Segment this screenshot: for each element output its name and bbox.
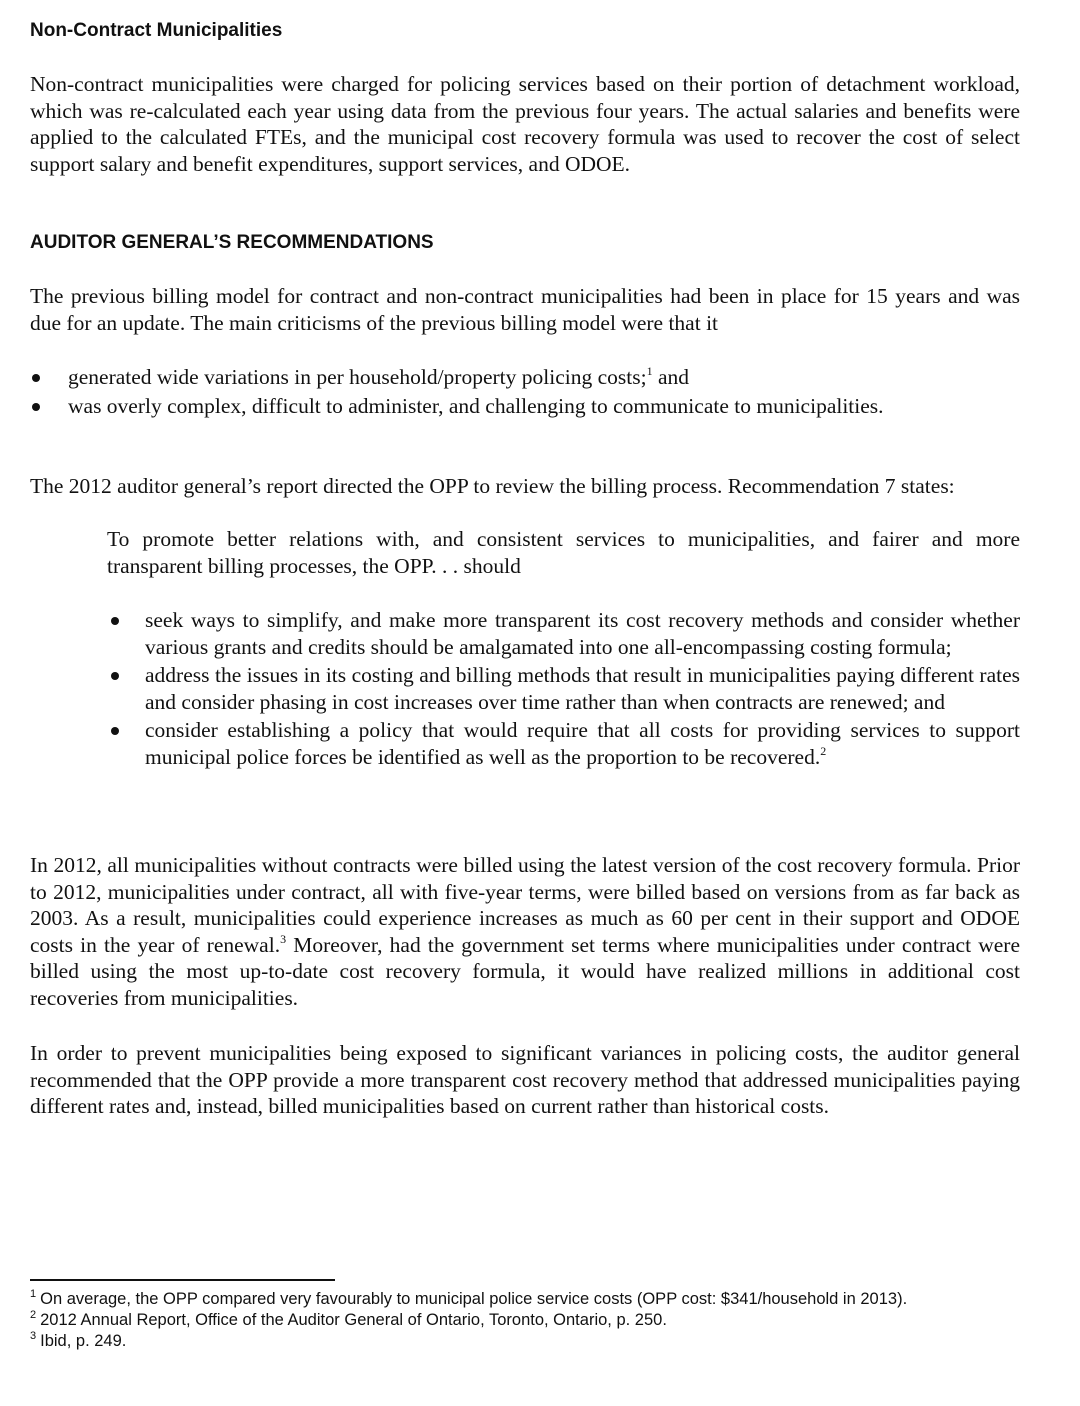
footnote-ref[interactable]: 3: [280, 931, 287, 946]
paragraph-final: In order to prevent municipalities being exposed to significant variances in policing costs, the auditor general recommended that the OPP provide a more transparent cost recovery method that addressed municipalities paying different rates and, instead, billed municipalities based on current rather than historical costs.: [30, 1041, 1020, 1119]
footnote: [30, 1290, 907, 1309]
list-item-text: consider establishing a policy that would require that all costs for providing services to support municipal police forces be identified as well as the proportion to be recovered.: [145, 718, 1020, 769]
footnote-text: On average, the OPP compared very favourably to municipal police service costs (OPP cost: $341/household in 2013).: [40, 1290, 908, 1308]
section-heading-non-contract: Non-Contract Municipalities: [30, 20, 283, 41]
list-item: [30, 392, 1020, 421]
list-item: [30, 363, 1020, 392]
list-item-text: generated wide variations in per household/property policing costs;: [68, 365, 647, 389]
paragraph-non-contract: Non-contract municipalities were charged for policing services based on their portion of detachment workload, which was re-calculated each year using data from the previous four years. The actual salaries and benefits were applied to the calculated FTEs, and the municipal cost recovery formula was used to recover the cost of select support salary and benefit expenditures, support services, and ODOE.: [30, 72, 1020, 176]
footnote-number: 1: [30, 1288, 37, 1300]
list-item-text: address the issues in its costing and billing methods that result in municipalities paying different rates and consider phasing in cost increases over time rather than when contracts are renewed; and: [145, 663, 1020, 714]
footnote-divider: [30, 1279, 335, 1281]
footnote-text: Ibid, p. 249.: [40, 1332, 127, 1350]
recommendation-list: [107, 607, 1020, 773]
list-item: [107, 662, 1020, 715]
list-item-text: and: [652, 365, 689, 389]
block-quote: To promote better relations with, and consistent services to municipalities, and fairer and more transparent billing processes, the OPP. . . should: [107, 527, 1020, 578]
footnote: [30, 1332, 126, 1351]
paragraph-2012: [30, 852, 1020, 1012]
paragraph-text: In 2012, all municipalities without contracts were billed using the latest version of the cost recovery formula. Prior to 2012, municipalities under contract, all with five-year terms, were billed based on versions from as far back as 2003. As a result, municipalities could experience increases as much as 60 per cent in their support and ODOE costs in the year of renewal.: [30, 853, 1020, 957]
paragraph-report: The 2012 auditor general’s report directed the OPP to review the billing process. Recommendation 7 states:: [30, 474, 955, 498]
footnote-text: 2012 Annual Report, Office of the Auditor General of Ontario, Toronto, Ontario, p. 250.: [40, 1311, 667, 1329]
footnote-ref[interactable]: 2: [820, 743, 827, 758]
list-item: [107, 607, 1020, 660]
footnote-ref[interactable]: 1: [646, 364, 653, 378]
criticism-list: [30, 363, 1020, 421]
list-item-text: seek ways to simplify, and make more transparent its cost recovery methods and consider whether various grants and credits should be amalgamated into one all-encompassing costing formula;: [145, 608, 1020, 659]
footnote-number: 2: [30, 1309, 37, 1321]
footnote-number: 3: [30, 1330, 37, 1342]
list-item-text: was overly complex, difficult to administer, and challenging to communicate to municipalities.: [68, 394, 884, 418]
list-item: [107, 717, 1020, 770]
paragraph-text: Moreover, had the government set terms where municipalities under contract were billed using the most up-to-date cost recovery formula, it would have realized millions in additional cost recoveries from municipalities.: [30, 932, 1020, 1010]
footnote: [30, 1311, 667, 1330]
paragraph-intro: The previous billing model for contract and non-contract municipalities had been in place for 15 years and was due for an update. The main criticisms of the previous billing model were that it: [30, 284, 1020, 335]
section-heading-recommendations: AUDITOR GENERAL’S RECOMMENDATIONS: [30, 232, 434, 253]
